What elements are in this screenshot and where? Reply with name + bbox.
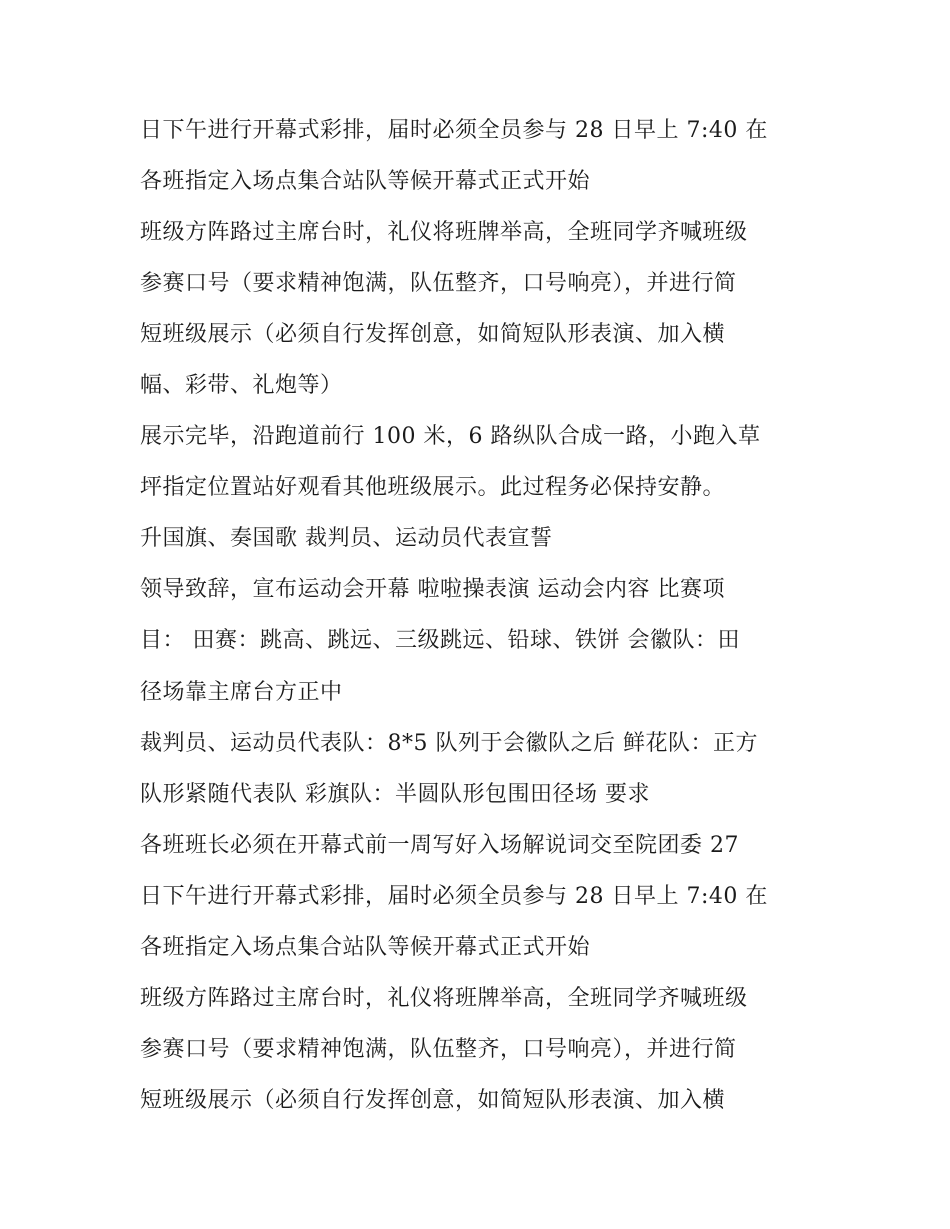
text-line: 短班级展示（必须自行发挥创意，如简短队形表演、加入横 [140,322,726,348]
text-line: 展示完毕，沿跑道前行 100 米，6 路纵队合成一路，小跑入草 [140,424,761,450]
text-line: 幅、彩带、礼炮等） [140,373,343,399]
text-line: 各班指定入场点集合站队等候开幕式正式开始 [140,934,591,960]
text-line: 班级方阵路过主席台时，礼仪将班牌举高，全班同学齐喊班级 [140,985,748,1011]
text-line: 升国旗、奏国歌 裁判员、运动员代表宣誓 [140,526,553,552]
text-line: 径场靠主席台方正中 [140,679,343,705]
text-line: 各班班长必须在开幕式前一周写好入场解说词交至院团委 27 [140,832,739,858]
text-line: 队形紧随代表队 彩旗队：半圆队形包围田径场 要求 [140,781,650,807]
text-line: 领导致辞，宣布运动会开幕 啦啦操表演 运动会内容 比赛项 [140,577,725,603]
text-line: 日下午进行开幕式彩排，届时必须全员参与 28 日早上 7:40 在 [140,883,768,909]
text-line: 班级方阵路过主席台时，礼仪将班牌举高，全班同学齐喊班级 [140,220,748,246]
text-line: 日下午进行开幕式彩排，届时必须全员参与 28 日早上 7:40 在 [140,118,768,143]
text-line: 参赛口号（要求精神饱满，队伍整齐，口号响亮），并进行简 [140,271,737,297]
text-line: 短班级展示（必须自行发挥创意，如简短队形表演、加入横 [140,1087,726,1113]
document-body [140,105,830,1126]
text-line: 参赛口号（要求精神饱满，队伍整齐，口号响亮），并进行简 [140,1036,737,1062]
text-line: 裁判员、运动员代表队：8*5 队列于会徽队之后 鲜花队：正方 [140,730,758,756]
text-line: 坪指定位置站好观看其他班级展示。此过程务必保持安静。 [140,475,726,501]
text-line: 各班指定入场点集合站队等候开幕式正式开始 [140,169,591,195]
text-line: 目： 田赛：跳高、跳远、三级跳远、铅球、铁饼 会徽队：田 [140,628,740,654]
